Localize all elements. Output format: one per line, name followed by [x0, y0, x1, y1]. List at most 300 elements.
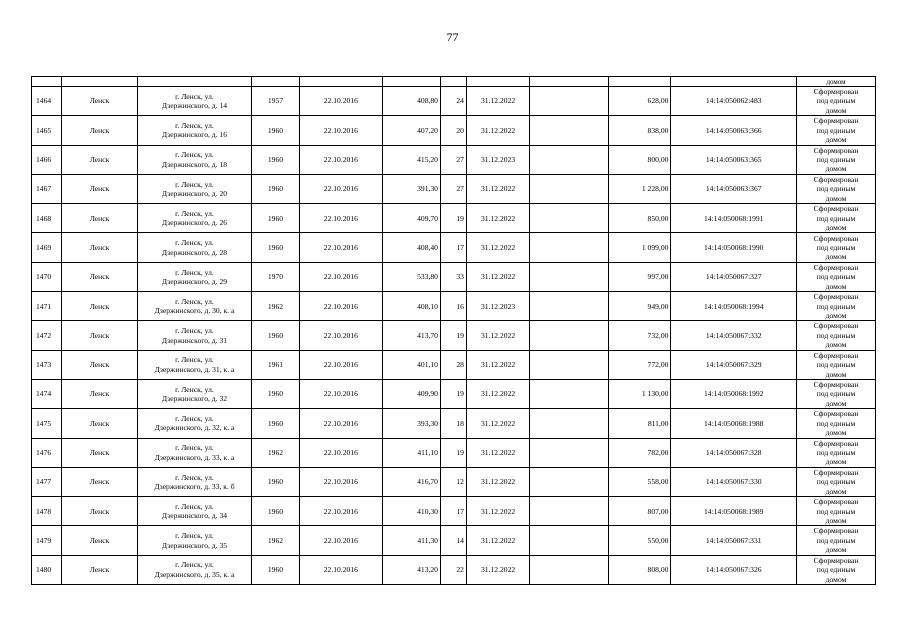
table-cell	[671, 77, 797, 87]
area-cell: 533,80	[382, 262, 440, 291]
year-cell: 1960	[252, 555, 300, 584]
amount-cell: 782,00	[609, 438, 671, 467]
status-line-1: Сформирован	[813, 87, 859, 97]
table-row	[32, 379, 876, 408]
table-row	[32, 233, 876, 262]
amount-cell: 811,00	[609, 409, 671, 438]
status-cell	[797, 204, 876, 233]
row-number: 1468	[32, 204, 62, 233]
table-cell	[32, 77, 62, 87]
area-cell: 407,20	[382, 116, 440, 145]
cadastral-number-cell: 14:14:050068:1994	[671, 292, 797, 321]
table-row	[32, 497, 876, 526]
area-cell: 409,90	[382, 379, 440, 408]
empty-cell	[530, 145, 609, 174]
end-date-cell: 31.12.2023	[466, 292, 529, 321]
status-line-3: домом	[825, 135, 847, 145]
year-cell: 1960	[252, 409, 300, 438]
status-cell	[797, 350, 876, 379]
amount-cell: 949,00	[609, 292, 671, 321]
amount-cell: 1 130,00	[609, 379, 671, 408]
cadastral-number-cell: 14:14:050062:483	[671, 87, 797, 116]
status-cell	[797, 116, 876, 145]
empty-cell	[530, 526, 609, 555]
address-cell	[137, 116, 251, 145]
address-line-1: г. Ленск, ул.	[175, 208, 214, 218]
end-date-cell: 31.12.2022	[466, 116, 529, 145]
date-cell: 22.10.2016	[299, 87, 382, 116]
date-cell: 22.10.2016	[299, 321, 382, 350]
carry-over-status-cell: домом	[797, 77, 876, 87]
status-line-3: домом	[825, 516, 847, 525]
status-line-3: домом	[825, 545, 847, 555]
table-row	[32, 145, 876, 174]
count-cell: 27	[440, 145, 466, 174]
status-line-2: под единым	[816, 330, 856, 340]
address-line-1: г. Ленск, ул.	[175, 91, 214, 101]
count-cell: 24	[440, 87, 466, 116]
status-line-2: под единым	[816, 242, 856, 252]
end-date-cell: 31.12.2022	[466, 409, 529, 438]
housing-registry-table	[31, 76, 876, 585]
empty-cell	[530, 233, 609, 262]
cadastral-number-cell: 14:14:050063:365	[671, 145, 797, 174]
cadastral-number-cell: 14:14:050067:332	[671, 321, 797, 350]
year-cell: 1960	[252, 174, 300, 203]
table-cell	[252, 77, 300, 87]
row-number: 1467	[32, 174, 62, 203]
city-cell: Ленск	[62, 262, 138, 291]
address-line-1: г. Ленск, ул.	[175, 121, 214, 131]
address-line-1: г. Ленск, ул.	[175, 267, 214, 277]
end-date-cell: 31.12.2022	[466, 497, 529, 526]
status-line-2: под единым	[816, 506, 856, 516]
city-cell: Ленск	[62, 145, 138, 174]
address-line-1: г. Ленск, ул.	[175, 531, 214, 541]
row-number: 1465	[32, 116, 62, 145]
status-line-3: домом	[825, 223, 847, 233]
cadastral-number-cell: 14:14:050068:1990	[671, 233, 797, 262]
city-cell: Ленск	[62, 438, 138, 467]
count-cell: 28	[440, 350, 466, 379]
cadastral-number-cell: 14:14:050067:330	[671, 467, 797, 496]
count-cell: 19	[440, 438, 466, 467]
date-cell: 22.10.2016	[299, 379, 382, 408]
empty-cell	[530, 555, 609, 584]
city-cell: Ленск	[62, 204, 138, 233]
amount-cell: 550,00	[609, 526, 671, 555]
table-row	[32, 262, 876, 291]
status-line-3: домом	[825, 310, 847, 320]
count-cell: 33	[440, 262, 466, 291]
row-number: 1480	[32, 555, 62, 584]
amount-cell: 807,00	[609, 497, 671, 526]
area-cell: 410,30	[382, 497, 440, 526]
address-line-2: Дзержинского, д. 35	[161, 540, 228, 550]
amount-cell: 628,00	[609, 87, 671, 116]
empty-cell	[530, 350, 609, 379]
year-cell: 1960	[252, 467, 300, 496]
table-cell	[137, 77, 251, 87]
address-line-2: Дзержинского, д. 33, к. а	[154, 452, 235, 462]
table-row	[32, 292, 876, 321]
row-number: 1475	[32, 409, 62, 438]
table-cell	[530, 77, 609, 87]
count-cell: 17	[440, 497, 466, 526]
address-line-1: г. Ленск, ул.	[175, 326, 214, 336]
status-cell	[797, 262, 876, 291]
status-cell	[797, 497, 876, 526]
status-line-1: Сформирован	[813, 174, 859, 184]
year-cell: 1960	[252, 145, 300, 174]
status-line-3: домом	[825, 574, 847, 584]
address-cell	[137, 321, 251, 350]
status-line-2: под единым	[816, 535, 856, 545]
address-line-1: г. Ленск, ул.	[175, 355, 214, 365]
status-cell	[797, 438, 876, 467]
status-line-2: под единым	[816, 448, 856, 457]
count-cell: 19	[440, 379, 466, 408]
address-cell	[137, 497, 251, 526]
status-line-3: домом	[825, 164, 847, 174]
status-line-2: под единым	[816, 389, 856, 399]
address-line-1: г. Ленск, ул.	[175, 296, 214, 306]
year-cell: 1962	[252, 438, 300, 467]
year-cell: 1962	[252, 526, 300, 555]
status-line-3: домом	[825, 105, 847, 115]
address-cell	[137, 233, 251, 262]
table-row	[32, 526, 876, 555]
cadastral-number-cell: 14:14:050063:366	[671, 116, 797, 145]
status-cell	[797, 555, 876, 584]
address-line-2: Дзержинского, д. 34	[161, 511, 228, 521]
row-number: 1470	[32, 262, 62, 291]
address-cell	[137, 204, 251, 233]
date-cell: 22.10.2016	[299, 526, 382, 555]
table-cell	[62, 77, 138, 87]
address-line-2: Дзержинского, д. 32, к. а	[154, 423, 235, 433]
status-line-1: Сформирован	[813, 380, 859, 389]
empty-cell	[530, 204, 609, 233]
date-cell: 22.10.2016	[299, 409, 382, 438]
city-cell: Ленск	[62, 350, 138, 379]
status-line-1: Сформирован	[813, 145, 859, 155]
empty-cell	[530, 116, 609, 145]
table-row	[32, 116, 876, 145]
address-line-1: г. Ленск, ул.	[175, 443, 214, 453]
end-date-cell: 31.12.2022	[466, 438, 529, 467]
address-cell	[137, 379, 251, 408]
cadastral-number-cell: 14:14:050068:1992	[671, 379, 797, 408]
date-cell: 22.10.2016	[299, 497, 382, 526]
status-line-1: Сформирован	[813, 526, 859, 536]
status-line-2: под единым	[816, 301, 856, 311]
status-line-2: под единым	[816, 565, 856, 575]
count-cell: 14	[440, 526, 466, 555]
address-line-2: Дзержинского, д. 20	[161, 189, 228, 199]
year-cell: 1962	[252, 292, 300, 321]
amount-cell: 850,00	[609, 204, 671, 233]
row-number: 1469	[32, 233, 62, 262]
address-line-1: г. Ленск, ул.	[175, 472, 214, 482]
count-cell: 27	[440, 174, 466, 203]
cadastral-number-cell: 14:14:050063:367	[671, 174, 797, 203]
address-line-2: Дзержинского, д. 31	[161, 335, 228, 345]
status-line-1: Сформирован	[813, 233, 859, 243]
empty-cell	[530, 321, 609, 350]
year-cell: 1970	[252, 262, 300, 291]
city-cell: Ленск	[62, 379, 138, 408]
end-date-cell: 31.12.2022	[466, 467, 529, 496]
date-cell: 22.10.2016	[299, 145, 382, 174]
row-number: 1473	[32, 350, 62, 379]
cadastral-number-cell: 14:14:050067:329	[671, 350, 797, 379]
address-cell	[137, 350, 251, 379]
status-line-2: под единым	[816, 213, 856, 223]
address-cell	[137, 87, 251, 116]
count-cell: 12	[440, 467, 466, 496]
cadastral-number-cell: 14:14:050068:1988	[671, 409, 797, 438]
cadastral-number-cell: 14:14:050068:1989	[671, 497, 797, 526]
end-date-cell: 31.12.2022	[466, 526, 529, 555]
address-line-1: г. Ленск, ул.	[175, 414, 214, 423]
status-line-1: Сформирован	[813, 116, 859, 126]
status-line-1: Сформирован	[813, 497, 859, 507]
empty-cell	[530, 292, 609, 321]
year-cell: 1960	[252, 379, 300, 408]
end-date-cell: 31.12.2023	[466, 145, 529, 174]
table-row	[32, 555, 876, 584]
end-date-cell: 31.12.2022	[466, 379, 529, 408]
address-cell	[137, 174, 251, 203]
address-cell	[137, 292, 251, 321]
status-line-1: Сформирован	[813, 467, 859, 477]
address-line-1: г. Ленск, ул.	[175, 238, 214, 248]
end-date-cell: 31.12.2022	[466, 233, 529, 262]
city-cell: Ленск	[62, 87, 138, 116]
date-cell: 22.10.2016	[299, 292, 382, 321]
area-cell: 415,20	[382, 145, 440, 174]
date-cell: 22.10.2016	[299, 204, 382, 233]
address-line-2: Дзержинского, д. 28	[161, 247, 228, 257]
table-row	[32, 467, 876, 496]
cadastral-number-cell: 14:14:050067:331	[671, 526, 797, 555]
status-line-1: Сформирован	[813, 438, 859, 448]
city-cell: Ленск	[62, 497, 138, 526]
empty-cell	[530, 174, 609, 203]
table-row	[32, 350, 876, 379]
empty-cell	[530, 379, 609, 408]
area-cell: 393,30	[382, 409, 440, 438]
address-line-1: г. Ленск, ул.	[175, 384, 214, 394]
count-cell: 19	[440, 204, 466, 233]
table-row	[32, 321, 876, 350]
page-number: 77	[446, 30, 459, 44]
status-line-2: под единым	[816, 418, 856, 428]
status-cell	[797, 409, 876, 438]
date-cell: 22.10.2016	[299, 116, 382, 145]
status-line-3: домом	[825, 369, 847, 379]
cadastral-number-cell: 14:14:050067:327	[671, 262, 797, 291]
address-line-2: Дзержинского, д. 35, к. а	[154, 569, 235, 579]
empty-cell	[530, 409, 609, 438]
count-cell: 22	[440, 555, 466, 584]
year-cell: 1960	[252, 497, 300, 526]
date-cell: 22.10.2016	[299, 438, 382, 467]
status-line-1: Сформирован	[813, 204, 859, 214]
area-cell: 413,20	[382, 555, 440, 584]
area-cell: 391,30	[382, 174, 440, 203]
table-row	[32, 409, 876, 438]
address-line-2: Дзержинского, д. 16	[161, 130, 228, 140]
status-cell	[797, 321, 876, 350]
end-date-cell: 31.12.2022	[466, 321, 529, 350]
address-line-2: Дзержинского, д. 29	[161, 276, 228, 286]
end-date-cell: 31.12.2022	[466, 87, 529, 116]
date-cell: 22.10.2016	[299, 174, 382, 203]
cadastral-number-cell: 14:14:050068:1991	[671, 204, 797, 233]
empty-cell	[530, 87, 609, 116]
status-line-2: под единым	[816, 96, 856, 106]
table-row	[32, 438, 876, 467]
status-line-1: Сформирован	[813, 321, 859, 331]
area-cell: 409,70	[382, 204, 440, 233]
row-number: 1477	[32, 467, 62, 496]
table-cell	[382, 77, 440, 87]
table-row	[32, 174, 876, 203]
status-line-2: под единым	[816, 477, 856, 487]
city-cell: Ленск	[62, 467, 138, 496]
date-cell: 22.10.2016	[299, 233, 382, 262]
amount-cell: 558,00	[609, 467, 671, 496]
continuation-row	[32, 77, 876, 87]
address-line-1: г. Ленск, ул.	[175, 179, 214, 189]
status-cell	[797, 87, 876, 116]
status-cell	[797, 379, 876, 408]
city-cell: Ленск	[62, 233, 138, 262]
count-cell: 20	[440, 116, 466, 145]
status-line-2: под единым	[816, 360, 856, 370]
amount-cell: 1 228,00	[609, 174, 671, 203]
area-cell: 408,40	[382, 233, 440, 262]
status-line-3: домом	[825, 398, 847, 408]
address-line-2: Дзержинского, д. 18	[161, 159, 228, 169]
row-number: 1474	[32, 379, 62, 408]
address-line-2: Дзержинского, д. 32	[161, 394, 228, 404]
empty-cell	[530, 497, 609, 526]
status-line-2: под единым	[816, 155, 856, 165]
date-cell: 22.10.2016	[299, 467, 382, 496]
status-line-1: Сформирован	[813, 262, 859, 272]
row-number: 1471	[32, 292, 62, 321]
status-line-3: домом	[825, 193, 847, 203]
table-cell	[466, 77, 529, 87]
end-date-cell: 31.12.2022	[466, 350, 529, 379]
status-line-2: под единым	[816, 272, 856, 282]
year-cell: 1957	[252, 87, 300, 116]
area-cell: 408,80	[382, 87, 440, 116]
city-cell: Ленск	[62, 555, 138, 584]
table-row	[32, 87, 876, 116]
year-cell: 1960	[252, 321, 300, 350]
city-cell: Ленск	[62, 409, 138, 438]
city-cell: Ленск	[62, 116, 138, 145]
cadastral-number-cell: 14:14:050067:328	[671, 438, 797, 467]
address-cell	[137, 145, 251, 174]
row-number: 1478	[32, 497, 62, 526]
amount-cell: 772,00	[609, 350, 671, 379]
table-cell	[299, 77, 382, 87]
row-number: 1476	[32, 438, 62, 467]
status-cell	[797, 467, 876, 496]
count-cell: 16	[440, 292, 466, 321]
row-number: 1466	[32, 145, 62, 174]
city-cell: Ленск	[62, 526, 138, 555]
status-line-1: Сформирован	[813, 350, 859, 360]
status-line-2: под единым	[816, 125, 856, 135]
address-cell	[137, 526, 251, 555]
address-line-1: г. Ленск, ул.	[175, 560, 214, 570]
address-cell	[137, 438, 251, 467]
empty-cell	[530, 467, 609, 496]
area-cell: 401,10	[382, 350, 440, 379]
end-date-cell: 31.12.2022	[466, 555, 529, 584]
date-cell: 22.10.2016	[299, 555, 382, 584]
address-line-2: Дзержинского, д. 31, к. а	[154, 364, 235, 374]
city-cell: Ленск	[62, 321, 138, 350]
area-cell: 411,10	[382, 438, 440, 467]
status-cell	[797, 292, 876, 321]
table-cell	[609, 77, 671, 87]
area-cell: 408,10	[382, 292, 440, 321]
address-line-2: Дзержинского, д. 26	[161, 218, 228, 228]
city-cell: Ленск	[62, 292, 138, 321]
area-cell: 413,70	[382, 321, 440, 350]
year-cell: 1960	[252, 233, 300, 262]
address-line-1: г. Ленск, ул.	[175, 150, 214, 160]
status-line-3: домом	[825, 281, 847, 291]
year-cell: 1960	[252, 204, 300, 233]
table-row	[32, 204, 876, 233]
date-cell: 22.10.2016	[299, 262, 382, 291]
address-line-2: Дзержинского, д. 33, к. б	[154, 482, 235, 491]
row-number: 1479	[32, 526, 62, 555]
end-date-cell: 31.12.2022	[466, 174, 529, 203]
empty-cell	[530, 438, 609, 467]
amount-cell: 1 099,00	[609, 233, 671, 262]
status-line-2: под единым	[816, 184, 856, 194]
end-date-cell: 31.12.2022	[466, 262, 529, 291]
address-cell	[137, 555, 251, 584]
cadastral-number-cell: 14:14:050067:326	[671, 555, 797, 584]
status-line-3: домом	[825, 340, 847, 350]
status-line-1: Сформирован	[813, 555, 859, 565]
amount-cell: 808,00	[609, 555, 671, 584]
status-line-1: Сформирован	[813, 292, 859, 302]
area-cell: 411,30	[382, 526, 440, 555]
year-cell: 1961	[252, 350, 300, 379]
amount-cell: 732,00	[609, 321, 671, 350]
count-cell: 17	[440, 233, 466, 262]
address-cell	[137, 262, 251, 291]
address-line-1: г. Ленск, ул.	[175, 501, 214, 511]
date-cell: 22.10.2016	[299, 350, 382, 379]
status-cell	[797, 526, 876, 555]
status-line-3: домом	[825, 252, 847, 262]
status-line-3: домом	[825, 486, 847, 496]
status-cell	[797, 145, 876, 174]
address-cell	[137, 409, 251, 438]
